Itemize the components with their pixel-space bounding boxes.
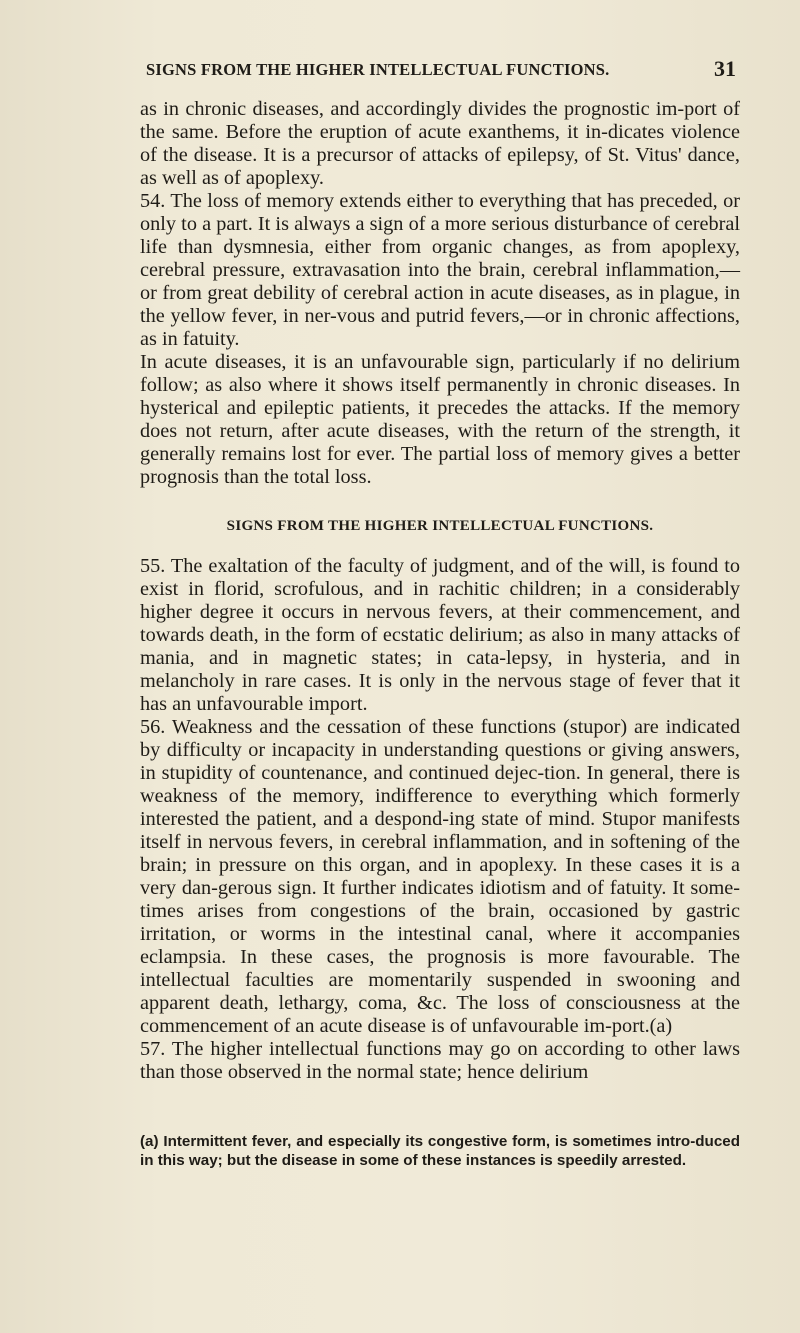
- paragraph-55: 55. The exaltation of the faculty of judgment, and of the will, is found to exist in florid, scrofulous, and in rachitic children; in a considerably higher degree it occurs in nervous fevers, at their commencement, and towards death, in the form of ecstatic delirium; as also in many attacks of mania, and in magnetic states; in cata-lepsy, in hysteria, and in melancholy in rare cases. It is only in the nervous stage of fever that it has an unfavourable import.: [140, 555, 740, 715]
- section-heading: SIGNS FROM THE HIGHER INTELLECTUAL FUNCTIONS.: [226, 518, 654, 534]
- footnote: (a) Intermittent fever, and especially its congestive form, is sometimes intro-duced in this way; but the disease in some of these instances is speedily arrested.: [140, 1133, 740, 1169]
- paragraph-57: 57. The higher intellectual functions may go on according to other laws than those observed in the normal state; hence delirium: [140, 1038, 740, 1083]
- body-text: [140, 98, 740, 1084]
- paragraph-continued: as in chronic diseases, and accordingly divides the prognostic im-port of the same. Before the eruption of acute exanthems, it in-dicates violence of the disease. It is a precursor of attacks of epilepsy, of St. Vitus' dance, as well as of apoplexy.: [140, 98, 740, 189]
- paragraph-54: 54. The loss of memory extends either to everything that has preceded, or only to a part. It is always a sign of a more serious disturbance of cerebral life than dysmnesia, either from organic changes, as from apoplexy, cerebral pressure, extravasation into the brain, cerebral inflammation,—or from great debility of cerebral action in acute diseases, as in plague, in the yellow fever, in ner-vous and putrid fevers,—or in chronic affections, as in fatuity.: [140, 190, 740, 350]
- paragraph-54-continued: In acute diseases, it is an unfavourable sign, particularly if no delirium follow; as also where it shows itself permanently in chronic diseases. In hysterical and epileptic patients, it precedes the attacks. If the memory does not return, after acute diseases, with the return of the strength, it generally remains lost for ever. The partial loss of memory gives a better prognosis than the total loss.: [140, 351, 740, 488]
- paragraph-56: 56. Weakness and the cessation of these functions (stupor) are indicated by difficulty or incapacity in understanding questions or giving answers, in stupidity of countenance, and continued dejec-tion. In general, there is weakness of the memory, indifference to everything which formerly interested the patient, and a despond-ing state of mind. Stupor manifests itself in nervous fevers, in cerebral inflammation, and in softening of the brain; in pressure on this organ, and in apoplexy. In these cases it is a very dan-gerous sign. It further indicates idiotism and of fatuity. It some-times arises from congestions of the brain, occasioned by gastric irritation, or worms in the intestinal canal, where it accompanies eclampsia. In these cases, the prognosis is more favourable. The intellectual faculties are momentarily suspended in swooning and apparent death, lethargy, coma, &c. The loss of consciousness at the commencement of an acute disease is of unfavourable im-port.(a): [140, 716, 740, 1037]
- running-header: SIGNS FROM THE HIGHER INTELLECTUAL FUNCTIONS.: [146, 60, 610, 79]
- page-number: 31: [714, 56, 736, 81]
